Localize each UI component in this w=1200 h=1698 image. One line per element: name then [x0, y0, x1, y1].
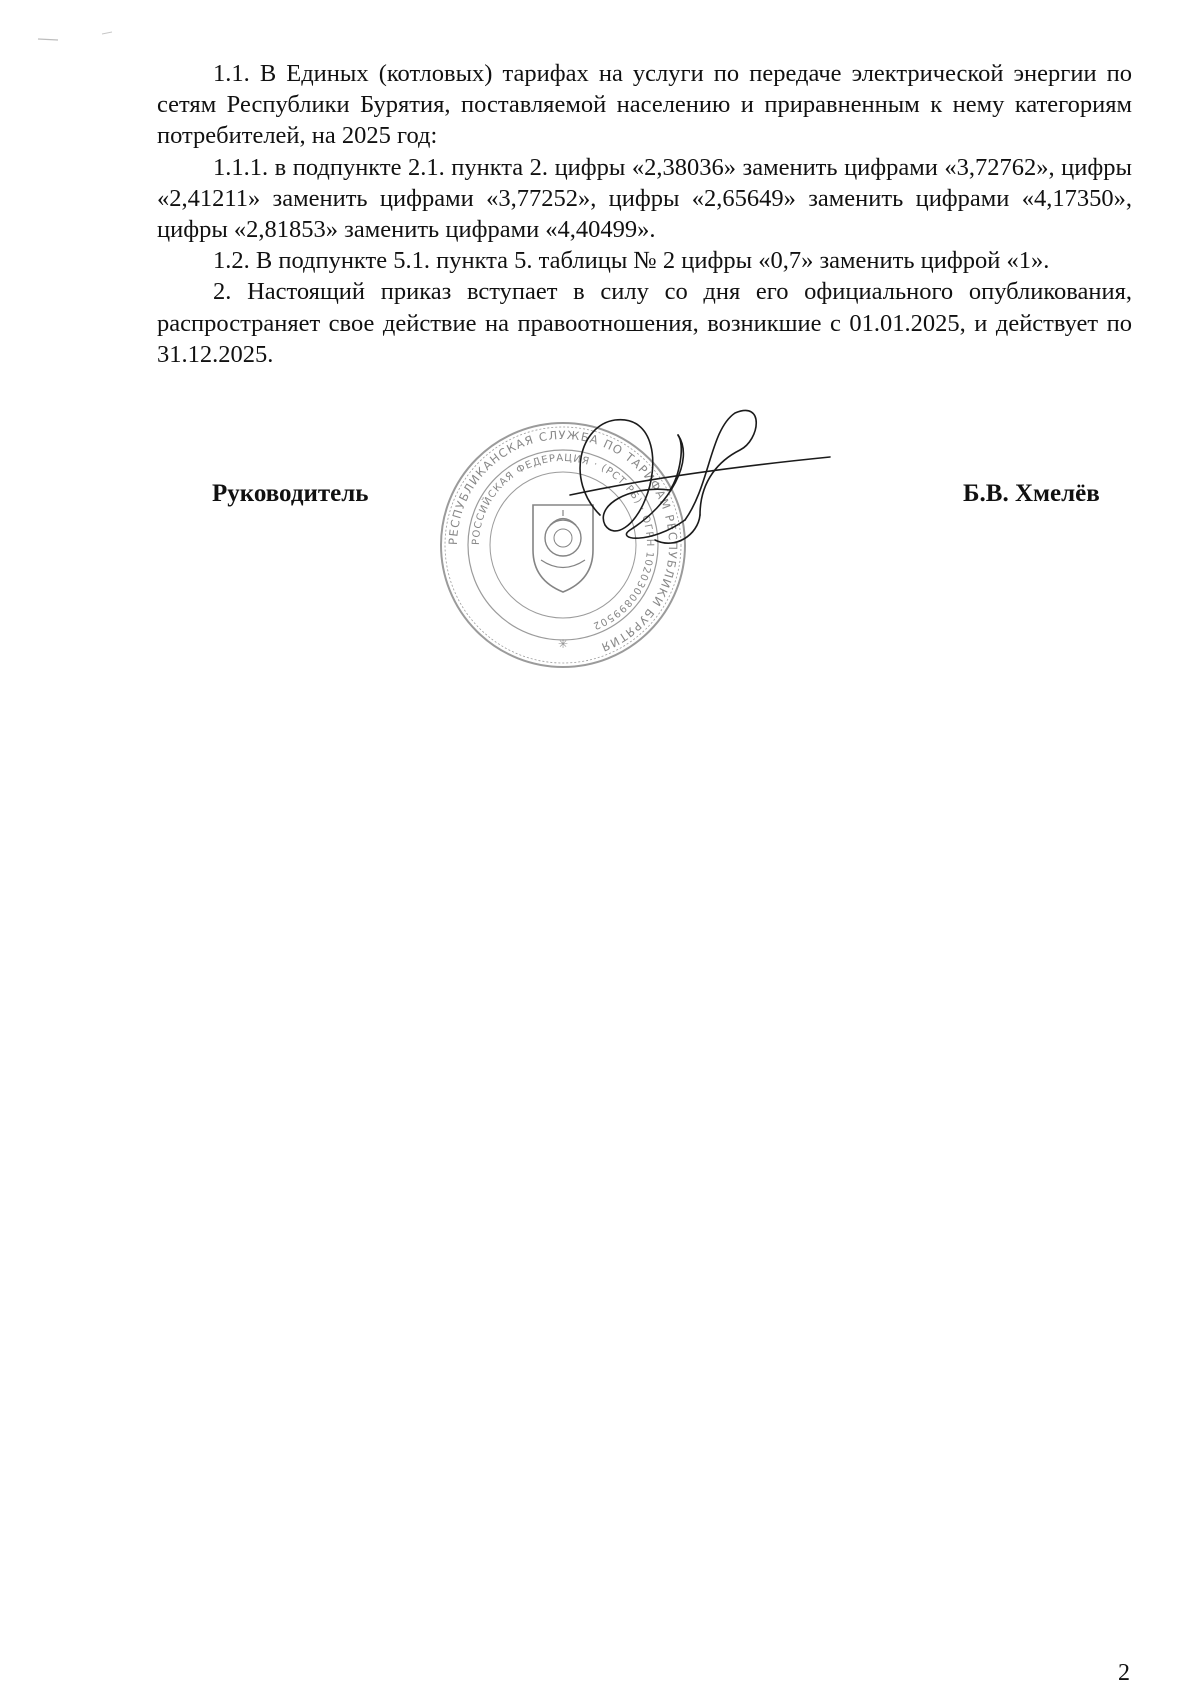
paragraph-2: 2. Настоящий приказ вступает в силу со дня его официального опубликования, распространяет свое действие на правоотношения, возникшие с 01.01.2025, и действует по 31.12.2025.	[157, 278, 1132, 368]
signatory-role: Руководитель	[212, 480, 369, 507]
signatory-name: Б.В. Хмелёв	[963, 480, 1100, 507]
paragraph-1-2: 1.2. В подпункте 5.1. пункта 5. таблицы № 2 цифры «0,7» заменить цифрой «1».	[213, 247, 1050, 275]
scan-artifact-mark	[36, 30, 126, 46]
paragraph-1-1-1: 1.1.1. в подпункте 2.1. пункта 2. цифры «2,38036» заменить цифрами «3,72762», цифры «2,41211» заменить цифрами «3,77252», цифры «2,65649» заменить цифрами «4,17350», цифры «2,81853» заменить цифрами «4,40499».	[157, 153, 1132, 244]
svg-text:✳: ✳	[557, 637, 569, 651]
handwritten-signature	[560, 405, 840, 605]
stamp-inner-text: РОССИЙСКАЯ ФЕДЕРАЦИЯ · (РСТ РБ) · ОГРН 1020300899502	[470, 452, 656, 632]
stamp-outer-text: РЕСПУБЛИКАНСКАЯ СЛУЖБА ПО ТАРИФАМ РЕСПУБЛИКИ БУРЯТИЯ	[445, 427, 681, 655]
page-number: 2	[1118, 1660, 1130, 1686]
document-body	[157, 58, 1132, 370]
paragraph-1-1: 1.1. В Единых (котловых) тарифах на услуги по передаче электрической энергии по сетям Республики Бурятия, поставляемой населению и приравненным к нему категориям потребителей, на 2025 год:	[157, 60, 1132, 150]
